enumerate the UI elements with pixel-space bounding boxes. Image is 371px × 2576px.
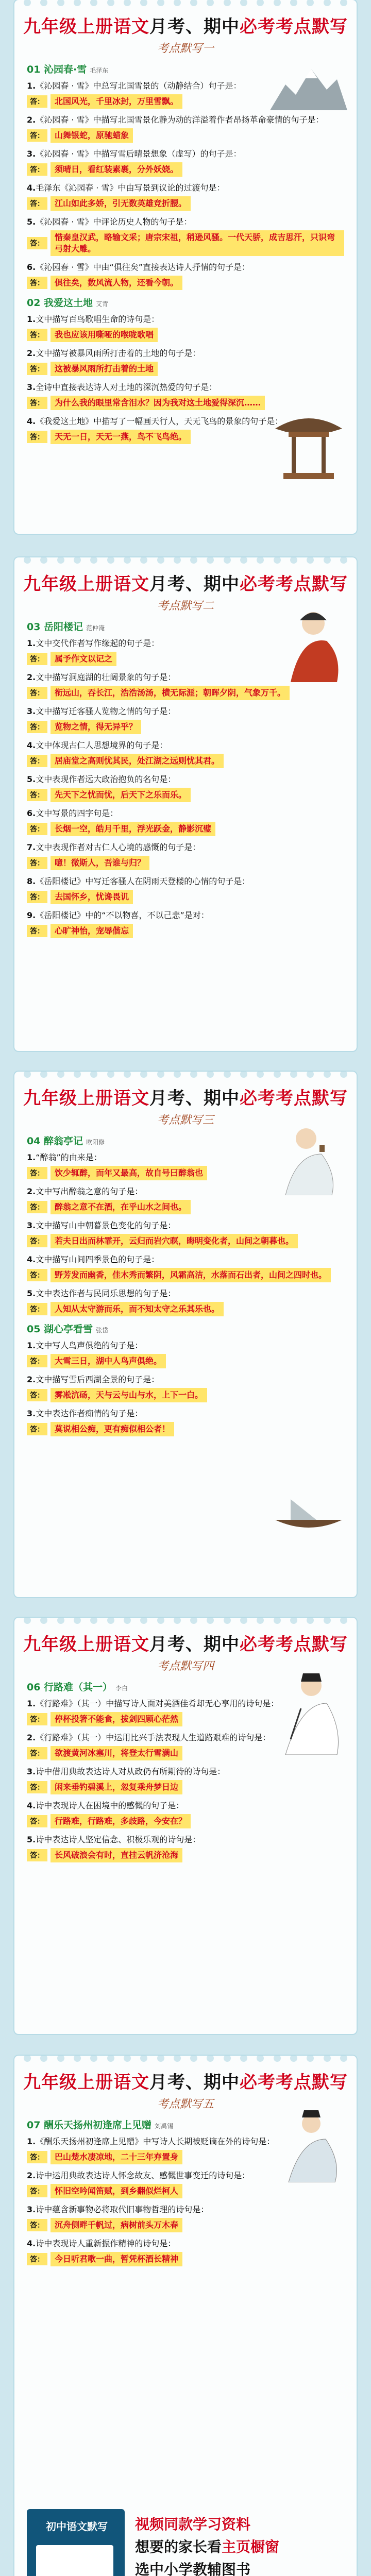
section-title: 03 岳阳楼记 范仲淹 bbox=[27, 621, 105, 633]
card-subtitle: 考点默写四 bbox=[157, 1660, 214, 1673]
poet-figure-illustration bbox=[270, 2105, 347, 2182]
answer: 答： 人知从太守游而乐，而不知太守之乐其乐也。 bbox=[27, 1302, 344, 1316]
answer: 答： 欲渡黄河冰塞川，将登太行雪满山 bbox=[27, 1746, 344, 1760]
question: 4.毛泽东《沁园春 · 雪》中由写景到议论的过渡句是： bbox=[27, 183, 225, 193]
question: 3.文中表达作者痴情的句子是： bbox=[27, 1409, 143, 1418]
answer: 答： 须晴日，看红装素裹，分外妖娆。 bbox=[27, 162, 344, 177]
answer: 答： 噫！微斯人，吾谁与归？ bbox=[27, 856, 344, 870]
question: 4.文中描写山间四季景色的句子是： bbox=[27, 1255, 160, 1264]
card-subtitle: 考点默写二 bbox=[157, 600, 214, 613]
answer: 答： 闲来垂钓碧溪上，忽复乘舟梦日边 bbox=[27, 1780, 344, 1794]
answer: 答： 江山如此多娇，引无数英雄竞折腰。 bbox=[27, 196, 344, 211]
question: 3.《沁园春 · 雪》中描写雪后晴景想象（虚写）的句子是： bbox=[27, 149, 242, 159]
answer: 答： 为什么我的眼里常含泪水？因为我对这土地爱得深沉…… bbox=[27, 396, 344, 410]
question: 7.文中表现作者对古仁人心境的感慨的句子是： bbox=[27, 842, 201, 852]
answer: 答： 沉舟侧畔千帆过，病树前头万木春 bbox=[27, 2218, 344, 2232]
card-2 bbox=[14, 557, 357, 1051]
question: 3.诗中蕴含新事物必将取代旧事物哲理的诗句是： bbox=[27, 2205, 209, 2214]
mountain-pavilion-illustration bbox=[270, 54, 347, 115]
question: 5.文中表达作者与民同乐思想的句子是： bbox=[27, 1289, 176, 1298]
question: 1.文中写人鸟声俱绝的句子是： bbox=[27, 1341, 143, 1350]
question: 5.文中表现作者远大政治抱负的名句是： bbox=[27, 774, 176, 784]
section-title: 07 酬乐天扬州初逢席上见赠 刘禹锡 bbox=[27, 2120, 174, 2131]
scholar-figure-illustration bbox=[270, 605, 347, 682]
question: 5.诗中表达诗人坚定信念、积极乐观的诗句是： bbox=[27, 1835, 201, 1844]
answer: 答： 醉翁之意不在酒，在乎山水之间也。 bbox=[27, 1200, 344, 1214]
answer: 答： 停杯投箸不能食，拔剑四顾心茫然 bbox=[27, 1712, 344, 1726]
card-headline: 九年级上册语文月考、期中必考考点默写 bbox=[23, 1088, 348, 1109]
question: 1.《沁园春 · 雪》中总写北国雪景的（动静结合）句子是： bbox=[27, 81, 242, 91]
question: 3.文中描写山中朝暮景色变化的句子是： bbox=[27, 1221, 176, 1230]
boat-illustration bbox=[270, 1484, 347, 1535]
answer: 答： 这被暴风雨所打击着的土地 bbox=[27, 362, 344, 376]
section-title: 05 湖心亭看雪 张岱 bbox=[27, 1324, 109, 1335]
promo-book-title: 初中语文默写 bbox=[46, 2520, 108, 2533]
card-headline: 九年级上册语文月考、期中必考考点默写 bbox=[23, 574, 348, 595]
card-1 bbox=[14, 0, 357, 534]
answer: 答： 大雪三日，湖中人鸟声俱绝。 bbox=[27, 1354, 344, 1368]
question: 3.全诗中直接表达诗人对土地的深沉热爱的句子是： bbox=[27, 382, 217, 392]
card-subtitle: 考点默写五 bbox=[157, 2098, 214, 2111]
answer: 答： 衔远山，吞长江，浩浩汤汤，横无际涯；朝晖夕阴，气象万千。 bbox=[27, 686, 344, 700]
answer: 答： 长风破浪会有时，直挂云帆济沧海 bbox=[27, 1848, 344, 1862]
answer: 答： 山舞银蛇，原驰蜡象 bbox=[27, 128, 344, 143]
section-title: 02 我爱这土地 艾青 bbox=[27, 297, 109, 309]
question: 2.《行路难》（其一）中运用比兴手法表现人生道路艰难的诗句是： bbox=[27, 1733, 271, 1742]
answer: 答： 雾凇沆砀，天与云与山与水，上下一白。 bbox=[27, 1388, 344, 1402]
pavilion-illustration bbox=[270, 408, 347, 485]
question: 2.文中描写被暴风雨所打击着的土地的句子是： bbox=[27, 348, 201, 358]
section-title: 06 行路难（其一） 李白 bbox=[27, 1682, 128, 1693]
answer: 答： 饮少辄醉，而年又最高，故自号曰醉翁也 bbox=[27, 1166, 344, 1180]
li-bai-figure-illustration bbox=[270, 1667, 347, 1755]
card-5 bbox=[14, 2056, 357, 2576]
answer: 答： 野芳发而幽香，佳木秀而繁阴，风霜高洁，水落而石出者，山间之四时也。 bbox=[27, 1268, 344, 1282]
answer: 答： 若夫日出而林霏开，云归而岩穴暝，晦明变化者，山间之朝暮也。 bbox=[27, 1234, 344, 1248]
question: 2.诗中运用典故表达诗人怀念故友、感慨世事变迁的诗句是： bbox=[27, 2171, 250, 2180]
question: 5.《沁园春 · 雪》中评论历史人物的句子是： bbox=[27, 217, 192, 227]
question: 4.《我爱这土地》中描写了一幅画天行人，天无飞鸟的景象的句子是： bbox=[27, 416, 283, 426]
promo-book-cover[interactable] bbox=[27, 2509, 125, 2576]
question: 1.文中交代作者写作缘起的句子是： bbox=[27, 638, 160, 648]
question: 6.《沁园春 · 雪》中由“俱往矣”直接表达诗人抒情的句子是： bbox=[27, 262, 250, 272]
promo-line-3: 选中小学教辅图书 bbox=[135, 2561, 251, 2576]
answer: 答： 属予作文以记之 bbox=[27, 652, 344, 666]
answer: 答： 我也应该用嘶哑的喉咙歌唱 bbox=[27, 328, 344, 342]
question: 2.文中描写洞庭湖的壮阔景象的句子是： bbox=[27, 672, 176, 682]
question: 3.诗中借用典故表达诗人对从政仍有所期待的诗句是： bbox=[27, 1767, 226, 1776]
question: 4.诗中表现诗人在困境中的感慨的句子是： bbox=[27, 1801, 184, 1810]
promo-block bbox=[27, 2509, 346, 2576]
question: 1.《酬乐天扬州初逢席上见赠》中写诗人长期被贬谪在外的诗句是： bbox=[27, 2137, 275, 2146]
question: 4.文中体现古仁人思想境界的句子是： bbox=[27, 740, 168, 750]
answer: 答： 莫说相公痴，更有痴似相公者！ bbox=[27, 1422, 344, 1436]
card-headline: 九年级上册语文月考、期中必考考点默写 bbox=[23, 16, 348, 37]
answer: 答： 俱往矣，数风流人物，还看今朝。 bbox=[27, 276, 344, 290]
question: 8.《岳阳楼记》中写迁客骚人在阴雨天登楼的心情的句子是： bbox=[27, 876, 250, 886]
card-headline: 九年级上册语文月考、期中必考考点默写 bbox=[23, 2072, 348, 2093]
answer: 答： 北国风光，千里冰封，万里雪飘。 bbox=[27, 94, 344, 109]
answer: 答： 长烟一空，皓月千里，浮光跃金，静影沉璧 bbox=[27, 822, 344, 836]
section-huxintingkanxue bbox=[27, 1321, 344, 1436]
answer: 答： 惜秦皇汉武，略输文采；唐宗宋祖，稍逊风骚。一代天骄，成吉思汗，只识弯弓射大雕。 bbox=[27, 230, 344, 256]
question: 4.诗中表现诗人重新振作精神的诗句是： bbox=[27, 2239, 176, 2248]
card-subtitle: 考点默写一 bbox=[157, 42, 214, 55]
question: 1.“醉翁”的由来是： bbox=[27, 1153, 102, 1162]
answer: 答： 天无一日，天无一燕，鸟不飞鸟绝。 bbox=[27, 430, 344, 444]
promo-line-1: 视频同款学习资料 bbox=[135, 2516, 251, 2533]
answer: 答： 去国怀乡，忧谗畏讥 bbox=[27, 890, 344, 904]
promo-text bbox=[135, 2513, 279, 2576]
answer: 答： 心旷神怡，宠辱偕忘 bbox=[27, 924, 344, 938]
section-title: 04 醉翁亭记 欧阳修 bbox=[27, 1136, 105, 1147]
question: 1.文中描写百鸟歌唱生命的诗句是： bbox=[27, 314, 160, 324]
answer: 答： 巴山楚水凄凉地，二十三年弃置身 bbox=[27, 2150, 344, 2164]
card-4 bbox=[14, 1618, 357, 2034]
question: 1.《行路难》（其一）中描写诗人面对美酒佳肴却无心享用的诗句是： bbox=[27, 1699, 279, 1708]
question: 6.文中写景的四字句是： bbox=[27, 808, 119, 818]
question: 3.文中描写迁客骚人览物之情的句子是： bbox=[27, 706, 176, 716]
answer: 答： 怀旧空吟闻笛赋，到乡翻似烂柯人 bbox=[27, 2184, 344, 2198]
section-title: 01 沁园春·雪 毛泽东 bbox=[27, 64, 109, 75]
card-subtitle: 考点默写三 bbox=[157, 1114, 214, 1127]
question: 2.文中描写雪后西湖全景的句子是： bbox=[27, 1375, 160, 1384]
answer: 答： 居庙堂之高则忧其民，处江湖之远则忧其君。 bbox=[27, 754, 344, 768]
answer: 答： 行路难，行路难，多歧路，今安在？ bbox=[27, 1814, 344, 1828]
card-3 bbox=[14, 1072, 357, 1597]
question: 9.《岳阳楼记》中的“不以物喜，不以己悲”是对： bbox=[27, 910, 209, 920]
promo-book-page bbox=[36, 2545, 113, 2576]
card-headline: 九年级上册语文月考、期中必考考点默写 bbox=[23, 1634, 348, 1655]
promo-line-2: 想要的家长看主页橱窗 bbox=[135, 2538, 280, 2555]
answer: 答： 今日听君歌一曲，暂凭杯酒长精神 bbox=[27, 2252, 344, 2266]
drinking-figure-illustration bbox=[270, 1118, 347, 1195]
answer: 答： 览物之情，得无异乎？ bbox=[27, 720, 344, 734]
question: 2.文中写出醉翁之意的句子是： bbox=[27, 1187, 143, 1196]
question: 2.《沁园春 · 雪》中描写北国雪景化静为动的洋溢着作者昂扬革命豪情的句子是： bbox=[27, 115, 324, 125]
answer: 答： 先天下之忧而忧，后天下之乐而乐。 bbox=[27, 788, 344, 802]
